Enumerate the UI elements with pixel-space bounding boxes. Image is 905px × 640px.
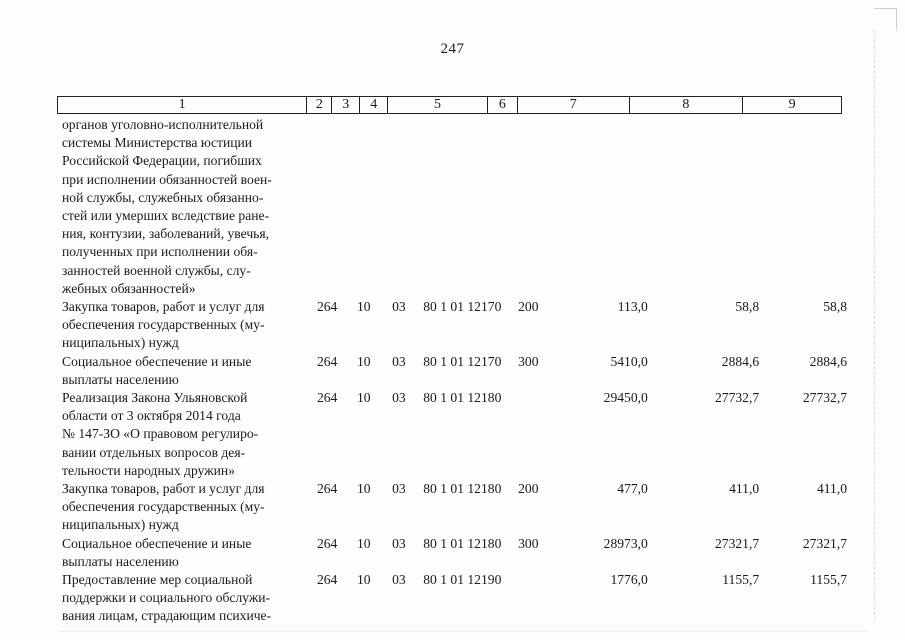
description-line: системы Министерства юстиции [62,135,253,151]
description-line: Закупка товаров, работ и услуг для [62,299,265,315]
header-cell: 8 [630,97,744,113]
description-line: обеспечения государственных (му- [62,317,265,333]
subsection-cell: 03 [392,572,406,588]
description-line: Закупка товаров, работ и услуг для [62,481,265,497]
target-article-cell: 80 1 01 12180 [423,390,502,406]
header-cell: 4 [360,97,388,113]
expense-type-cell: 200 [518,481,539,497]
target-article-cell: 80 1 01 12170 [423,299,502,315]
description-line: выплаты населению [62,371,179,387]
description-line: Реализация Закона Ульяновской [62,390,248,406]
description-line: ниципальных) нужд [62,517,179,533]
scan-bottom-edge [60,631,865,632]
description-line: обеспечения государственных (му- [62,499,265,515]
expense-type-cell: 200 [518,299,539,315]
target-article-cell: 80 1 01 12180 [423,535,502,551]
description-line: Российской Федерации, погибших [62,153,262,169]
description-line: тельности народных дружин» [62,462,235,478]
row-description [62,571,296,626]
description-line: стей или умерших вследствие ране- [62,208,270,224]
description-line: Социальное обеспечение и иные [62,353,252,369]
description-line: при исполнении обязанностей воен- [62,171,272,187]
amount-planned-cell: 477,0 [617,481,648,497]
page-number: 247 [440,41,465,57]
table-row [62,353,847,389]
section-cell: 10 [356,390,371,406]
description-line: органов уголовно-исполнительной [62,117,264,132]
target-article-cell: 80 1 01 12190 [423,572,502,588]
description-line: Предоставление мер социальной [62,572,253,588]
header-cell: 7 [518,97,630,113]
amount-executed-cell: 27321,7 [714,535,760,551]
section-cell: 10 [356,572,371,588]
description-line: занностей военной службы, слу- [62,262,251,278]
description-line: выплаты населению [62,553,179,569]
table-row [62,480,847,535]
amount-total-cell: 411,0 [816,481,848,497]
section-cell: 10 [356,299,371,315]
scan-corner-mark [874,8,897,31]
amount-executed-cell: 27732,7 [714,390,760,406]
row-description [62,535,296,571]
section-cell: 10 [356,481,371,497]
target-article-cell: 80 1 01 12170 [423,353,502,369]
expense-type-cell: 300 [518,535,539,551]
subsection-cell: 03 [392,535,406,551]
chapter-code-cell: 264 [316,535,338,551]
table-row [62,571,847,626]
table-row [62,389,847,480]
scan-margin-line [874,30,875,620]
subsection-cell: 03 [392,390,406,406]
subsection-cell: 03 [392,353,406,369]
amount-total-cell: 2884,6 [809,353,848,369]
amount-executed-cell: 411,0 [729,481,760,497]
header-cell: 5 [388,97,488,113]
chapter-code-cell: 264 [316,353,338,369]
chapter-code-cell: 264 [316,572,338,588]
description-line: вании отдельных вопросов дея- [62,444,246,460]
table-header-row [57,96,842,114]
section-cell: 10 [356,353,371,369]
section-cell: 10 [356,535,371,551]
description-line: ния, контузии, заболеваний, увечья, [62,226,270,242]
amount-total-cell: 1155,7 [810,572,848,588]
description-line: полученных при исполнении обя- [62,244,258,260]
amount-total-cell: 27732,7 [802,390,848,406]
description-line: ной службы, служебных обязанно- [62,189,264,205]
row-description [62,389,296,480]
header-cell: 9 [788,97,796,112]
amount-total-cell: 58,8 [823,299,848,315]
description-line: поддержки и социального обслужи- [62,590,271,606]
chapter-code-cell: 264 [316,299,338,315]
amount-planned-cell: 1776,0 [610,572,648,588]
target-article-cell: 80 1 01 12180 [423,481,502,497]
chapter-code-cell: 264 [316,390,338,406]
description-line: вания лицам, страдающим психиче- [62,608,272,624]
description-line: Социальное обеспечение и иные [62,535,252,551]
amount-planned-cell: 113,0 [617,299,648,315]
description-line: ниципальных) нужд [62,335,179,351]
row-description [62,298,296,353]
table-body [62,116,847,626]
table-row [62,116,847,298]
description-line: области от 3 октября 2014 года [62,408,241,424]
header-cell: 3 [332,97,360,113]
amount-planned-cell: 29450,0 [603,390,648,406]
header-cell: 1 [58,97,307,113]
amount-executed-cell: 58,8 [735,299,760,315]
header-cell: 2 [307,97,332,113]
amount-total-cell: 27321,7 [802,535,848,551]
table-row [62,298,847,353]
amount-executed-cell: 2884,6 [721,353,760,369]
header-cell: 6 [488,97,518,113]
subsection-cell: 03 [392,299,406,315]
row-description [62,353,296,389]
chapter-code-cell: 264 [316,481,338,497]
row-description [62,480,296,535]
amount-planned-cell: 5410,0 [610,353,648,369]
amount-planned-cell: 28973,0 [603,535,648,551]
description-line: жебных обязанностей» [62,280,196,296]
description-line: № 147-ЗО «О правовом регулиро- [62,426,259,442]
amount-executed-cell: 1155,7 [722,572,760,588]
table-row [62,535,847,571]
expense-type-cell: 300 [518,353,539,369]
subsection-cell: 03 [392,481,406,497]
row-description [62,116,296,298]
